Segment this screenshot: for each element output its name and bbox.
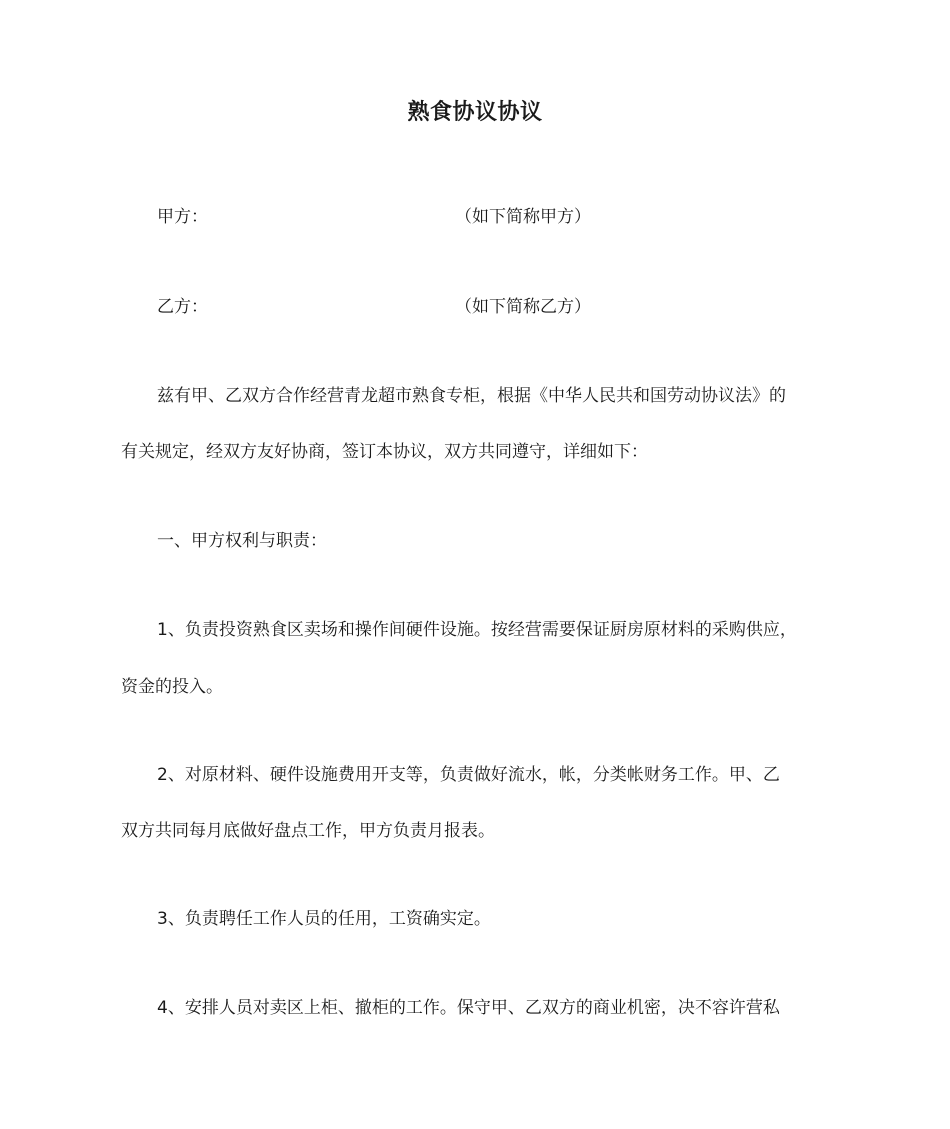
clause-1-line-2: 资金的投入。 <box>121 677 223 697</box>
clause-3-line-1: 3、负责聘任工作人员的任用，工资确实定。 <box>157 909 491 929</box>
clause-2-line-1: 2、对原材料、硬件设施费用开支等，负责做好流水，帐，分类帐财务工作。甲、乙 <box>157 765 780 785</box>
party-a-note: （如下简称甲方） <box>455 207 591 227</box>
party-b-note: （如下简称乙方） <box>455 297 591 317</box>
section-heading-party-a: 一、甲方权利与职责： <box>157 531 327 551</box>
intro-line-1: 兹有甲、乙双方合作经营青龙超市熟食专柜，根据《中华人民共和国劳动协议法》的 <box>157 386 786 406</box>
clause-2-line-2: 双方共同每月底做好盘点工作，甲方负责月报表。 <box>121 821 495 841</box>
intro-line-2: 有关规定，经双方友好协商，签订本协议，双方共同遵守，详细如下： <box>121 442 648 462</box>
clause-1-line-1: 1、负责投资熟食区卖场和操作间硬件设施。按经营需要保证厨房原材料的采购供应， <box>157 620 797 640</box>
document-title: 熟食协议协议 <box>407 100 543 125</box>
clause-4-line-1: 4、安排人员对卖区上柜、撤柜的工作。保守甲、乙双方的商业机密，决不容许营私 <box>157 998 780 1018</box>
party-b-label: 乙方： <box>157 297 208 317</box>
party-a-label: 甲方： <box>157 207 208 227</box>
